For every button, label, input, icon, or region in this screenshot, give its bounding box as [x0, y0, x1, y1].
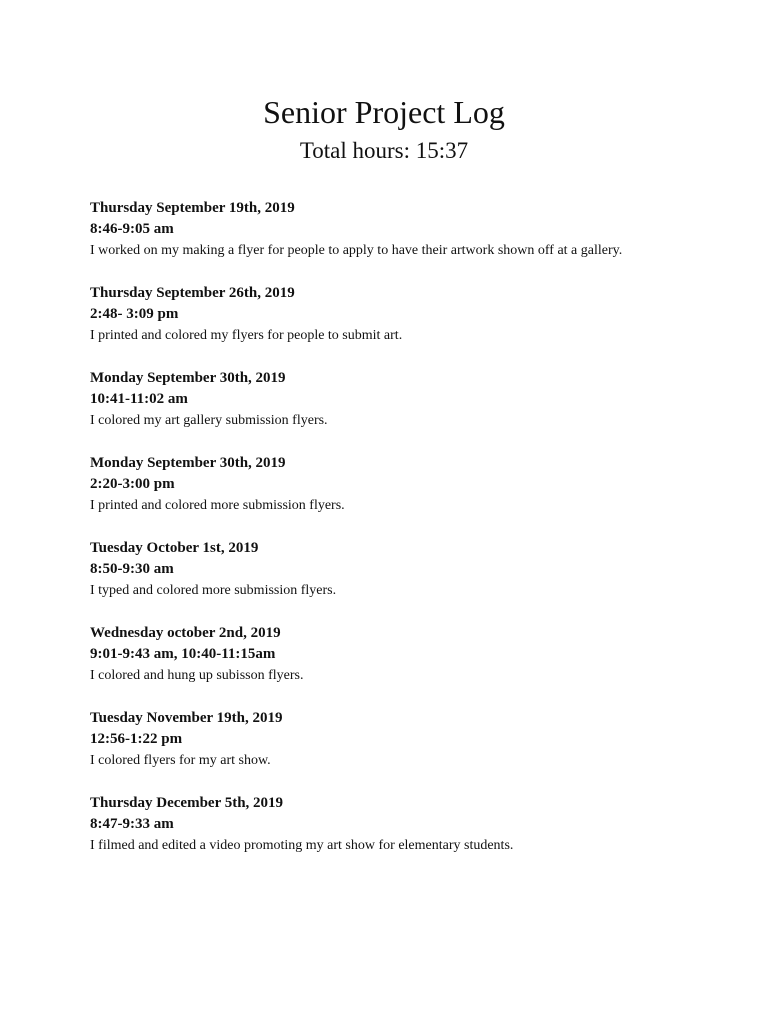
log-entry — [90, 283, 690, 346]
log-entry — [90, 198, 690, 261]
entry-description: I colored flyers for my art show. — [90, 753, 271, 768]
entry-description: I printed and colored more submission flyers. — [90, 498, 345, 513]
log-entry — [90, 538, 690, 601]
entry-description: I colored and hung up subisson flyers. — [90, 668, 304, 683]
page-title: Senior Project Log — [263, 94, 505, 130]
entry-time: 12:56-1:22 pm — [90, 731, 183, 747]
log-entry — [90, 623, 690, 686]
entry-date: Wednesday october 2nd, 2019 — [90, 625, 281, 641]
entry-time: 9:01-9:43 am, 10:40-11:15am — [90, 646, 276, 662]
log-entry — [90, 368, 690, 431]
entry-date: Monday September 30th, 2019 — [90, 455, 286, 471]
entry-date: Tuesday October 1st, 2019 — [90, 540, 259, 556]
entry-date: Monday September 30th, 2019 — [90, 370, 286, 386]
entry-description: I typed and colored more submission flyers. — [90, 583, 337, 598]
log-entry — [90, 708, 690, 771]
log-entries — [90, 198, 690, 878]
entry-description: I colored my art gallery submission flyers. — [90, 413, 328, 428]
entry-date: Thursday December 5th, 2019 — [90, 795, 284, 811]
entry-description: I filmed and edited a video promoting my art show for elementary students. — [90, 838, 514, 853]
entry-date: Tuesday November 19th, 2019 — [90, 710, 283, 726]
log-entry — [90, 793, 690, 856]
entry-time: 8:46-9:05 am — [90, 221, 174, 237]
entry-time: 8:47-9:33 am — [90, 816, 174, 832]
entry-time: 10:41-11:02 am — [90, 391, 188, 407]
log-entry — [90, 453, 690, 516]
entry-time: 2:48- 3:09 pm — [90, 306, 179, 322]
entry-time: 8:50-9:30 am — [90, 561, 174, 577]
entry-description: I printed and colored my flyers for people to submit art. — [90, 328, 403, 343]
entry-time: 2:20-3:00 pm — [90, 476, 175, 492]
entry-description: I worked on my making a flyer for people to apply to have their artwork shown off at a gallery. — [90, 243, 623, 258]
entry-date: Thursday September 26th, 2019 — [90, 285, 295, 301]
entry-date: Thursday September 19th, 2019 — [90, 200, 295, 216]
total-hours: Total hours: 15:37 — [299, 138, 469, 163]
